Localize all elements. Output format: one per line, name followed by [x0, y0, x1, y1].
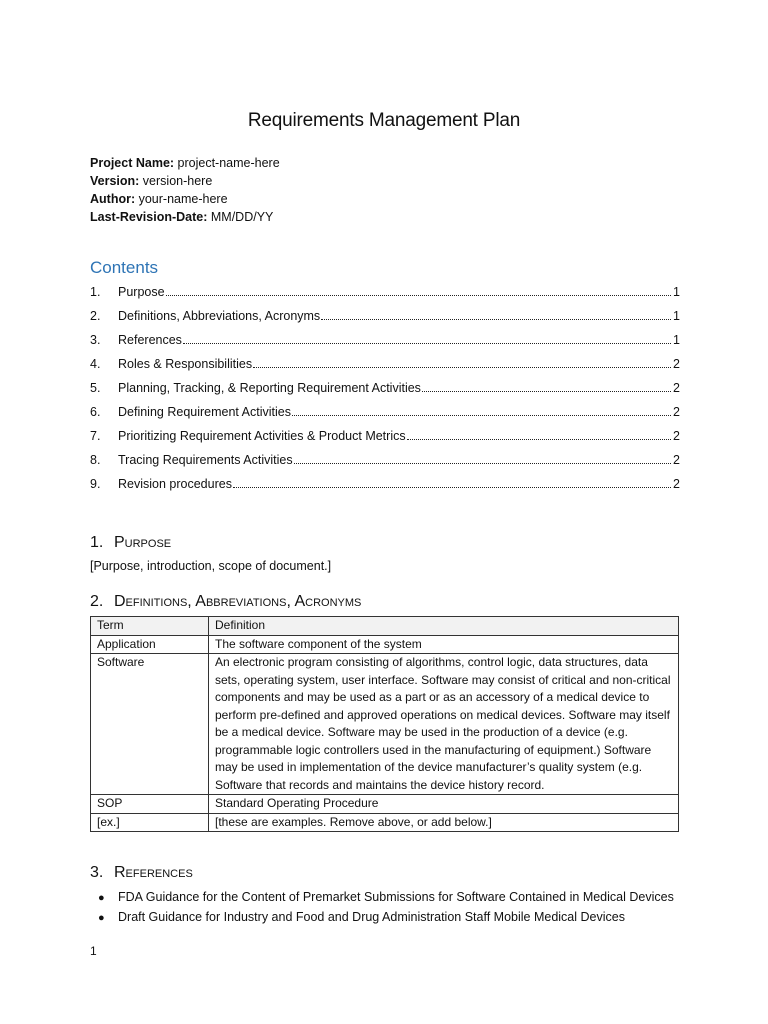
toc-entry-text: Defining Requirement Activities	[118, 405, 291, 419]
toc-entry-number: 2.	[90, 309, 101, 323]
contents-heading: Contents	[90, 258, 159, 277]
reference-text: Draft Guidance for Industry and Food and Drug Administration Staff Mobile Medical Devices	[118, 909, 625, 924]
section-title: References	[114, 864, 193, 881]
toc-entry-number: 4.	[90, 357, 101, 371]
meta-value: MM/DD/YY	[207, 210, 274, 224]
toc-entry-planning[interactable]	[90, 380, 680, 398]
toc-entry-page: 1	[673, 333, 680, 347]
purpose-body: [Purpose, introduction, scope of document.]	[90, 559, 332, 573]
column-header-definition: Definition	[209, 617, 679, 636]
meta-key: Project Name:	[90, 156, 175, 170]
toc-dot-leader	[407, 428, 671, 440]
section-heading-definitions	[90, 593, 361, 611]
toc-entry-page: 2	[673, 381, 680, 395]
section-number: 3.	[90, 864, 104, 881]
meta-author	[90, 190, 280, 208]
section-title: Definitions, Abbreviations, Acronyms	[114, 593, 362, 610]
meta-key: Author:	[90, 192, 136, 206]
term-cell: Software	[91, 654, 209, 795]
toc-entry-purpose[interactable]	[90, 284, 680, 302]
toc-entry-number: 9.	[90, 477, 101, 491]
toc-entry-page: 1	[673, 309, 680, 323]
toc-entry-references[interactable]	[90, 332, 680, 350]
toc-entry-number: 5.	[90, 381, 101, 395]
column-header-term: Term	[91, 617, 209, 636]
toc-entry-number: 1.	[90, 285, 101, 299]
toc-entry-text: Definitions, Abbreviations, Acronyms	[118, 309, 321, 323]
term-cell: [ex.]	[91, 813, 209, 832]
toc-entry-text: Purpose	[118, 285, 165, 299]
bullet-icon: ●	[98, 911, 105, 924]
section-title: Purpose	[114, 534, 172, 551]
toc-entry-page: 2	[673, 429, 680, 443]
toc-entry-text: Prioritizing Requirement Activities & Product Metrics	[118, 429, 406, 443]
meta-project-name	[90, 154, 280, 172]
table-header-row	[91, 617, 679, 636]
meta-last-revision-date	[90, 208, 280, 226]
reference-text: FDA Guidance for the Content of Premarket Submissions for Software Contained in Medical Devices	[118, 890, 674, 904]
toc-entry-prioritizing[interactable]	[90, 428, 680, 446]
definition-cell: Standard Operating Procedure	[209, 795, 679, 814]
toc-entry-revision[interactable]	[90, 476, 680, 494]
toc-entry-page: 2	[673, 453, 680, 467]
section-heading-purpose	[90, 534, 171, 552]
term-cell: SOP	[91, 795, 209, 814]
page-number: 1	[90, 944, 97, 958]
definitions-table	[90, 616, 679, 832]
bullet-icon: ●	[98, 892, 105, 904]
toc-entry-page: 1	[673, 285, 680, 299]
section-heading-references	[90, 864, 193, 882]
toc-dot-leader	[233, 476, 671, 488]
meta-key: Version:	[90, 174, 140, 188]
table-row	[91, 795, 679, 814]
toc-entry-number: 6.	[90, 405, 101, 419]
toc-dot-leader	[292, 404, 671, 416]
section-number: 1.	[90, 534, 104, 551]
list-item	[98, 908, 674, 928]
document-metadata	[90, 154, 280, 226]
table-row	[91, 813, 679, 832]
term-cell: Application	[91, 635, 209, 654]
toc-entry-page: 2	[673, 477, 680, 491]
toc-entry-defining[interactable]	[90, 404, 680, 422]
toc-dot-leader	[166, 284, 671, 296]
toc-entry-number: 7.	[90, 429, 101, 443]
definition-cell: The software component of the system	[209, 635, 679, 654]
toc-dot-leader	[321, 308, 671, 320]
meta-value: version-here	[139, 174, 213, 188]
toc-entry-text: Planning, Tracking, & Reporting Requirement Activities	[118, 381, 421, 395]
toc-entry-text: Revision procedures	[118, 477, 232, 491]
definition-cell: [these are examples. Remove above, or add below.]	[209, 813, 679, 832]
section-number: 2.	[90, 593, 104, 610]
toc-entry-text: References	[118, 333, 182, 347]
table-row	[91, 654, 679, 795]
document-title: Requirements Management Plan	[247, 110, 521, 131]
toc-entry-text: Roles & Responsibilities	[118, 357, 253, 371]
toc-entry-page: 2	[673, 405, 680, 419]
toc-entry-definitions[interactable]	[90, 308, 680, 326]
meta-value: project-name-here	[174, 156, 280, 170]
toc-dot-leader	[183, 332, 671, 344]
definition-cell: An electronic program consisting of algorithms, control logic, data structures, data sets, operating system, user interface. Software may consist of critical and non-critical components and may be used as a part or as an accessory of a medical device to perform pre-defined and approved operations on medical devices. Software may itself be a medical device. Software may be used in the production of a device (e.g. programmable logic controllers used in the manufacturing of equipment.) Software may be used in implementation of the device manufacturer’s quality system (e.g. Software that records and maintains the device history record.	[209, 654, 679, 795]
meta-key: Last-Revision-Date:	[90, 210, 208, 224]
toc-dot-leader	[422, 380, 671, 392]
toc-entry-number: 8.	[90, 453, 101, 467]
meta-value: your-name-here	[135, 192, 228, 206]
table-row	[91, 635, 679, 654]
meta-version	[90, 172, 280, 190]
references-list	[98, 888, 674, 927]
toc-entry-roles[interactable]	[90, 356, 680, 374]
toc-entry-page: 2	[673, 357, 680, 371]
list-item	[98, 888, 674, 908]
toc-entry-number: 3.	[90, 333, 101, 347]
toc-dot-leader	[294, 452, 671, 464]
toc-entry-tracing[interactable]	[90, 452, 680, 470]
toc-dot-leader	[253, 356, 671, 368]
toc-entry-text: Tracing Requirements Activities	[118, 453, 293, 467]
